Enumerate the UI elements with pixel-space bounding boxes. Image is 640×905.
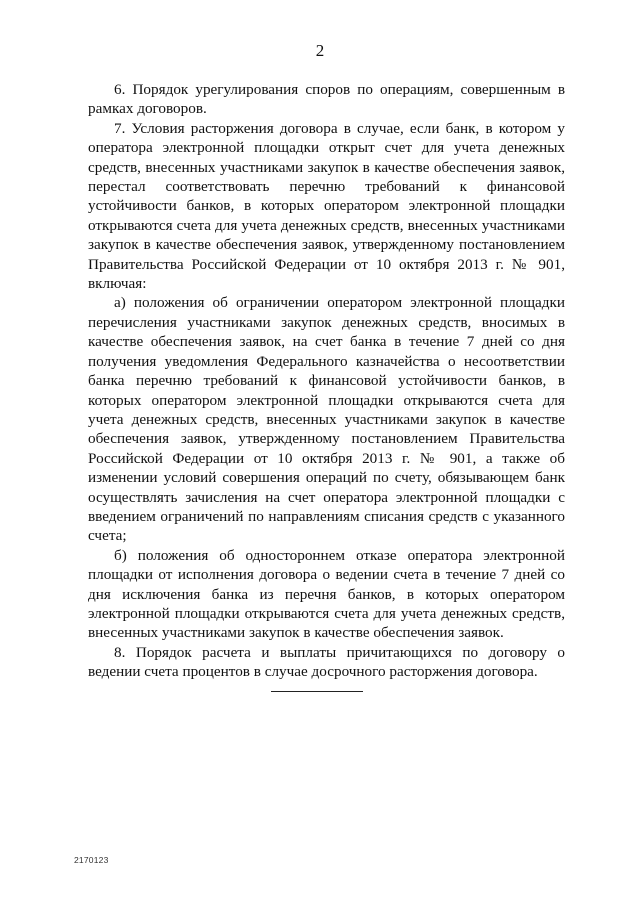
- paragraph-item-6: 6. Порядок урегулирования споров по операциям, совершенным в рамках договоров.: [88, 81, 565, 118]
- page-number: 2: [315, 41, 325, 60]
- paragraph-subitem-b: б) положения об одностороннем отказе оператора электронной площадки от исполнения договора о ведении счета в течение 7 дней со дня исключения банка из перечня банков, в которых оператором электронной площадки открываются счета для учета денежных средств, внесенных участниками закупок в качестве обеспечения заявок.: [88, 546, 565, 642]
- document-body: [88, 80, 565, 682]
- paragraph-subitem-a: а) положения об ограничении оператором электронной площадки перечисления участниками закупок денежных средств, вносимых в качестве обеспечения заявок, на счет банка в течение 7 дней со дня получения уведомления Федерального казначейства о несоответствии банка перечню требований к финансовой устойчивости банков, в которых оператором электронной площадки открываются счета для учета денежных средств, внесенных участниками закупок в качестве обеспечения заявок, утвержденному постановлением Правительства Российской Федерации от 10 октября 2013 г. № 901, а также об изменении условий совершения операций по счету, обязывающем банк осуществлять зачисления на счет оператора электронной площадки с введением ограничений по направлениям списания средств с указанного счета;: [88, 294, 565, 545]
- paragraph-item-7: 7. Условия расторжения договора в случае, если банк, в котором у оператора электронной площадки открыт счет для учета денежных средств, внесенных участниками закупок в качестве обеспечения заявок, перестал соответствовать перечню требований к финансовой устойчивости банков, в которых оператором электронной площадки открываются счета для учета денежных средств, внесенных участниками закупок в качестве обеспечения заявок, утвержденному постановлением Правительства Российской Федерации от 10 октября 2013 г. № 901, включая:: [88, 119, 565, 293]
- document-code: 2170123: [74, 855, 109, 865]
- paragraph-item-8: 8. Порядок расчета и выплаты причитающихся по договору о ведении счета процентов в случае досрочного расторжения договора.: [88, 643, 565, 681]
- end-divider-line: [271, 691, 363, 692]
